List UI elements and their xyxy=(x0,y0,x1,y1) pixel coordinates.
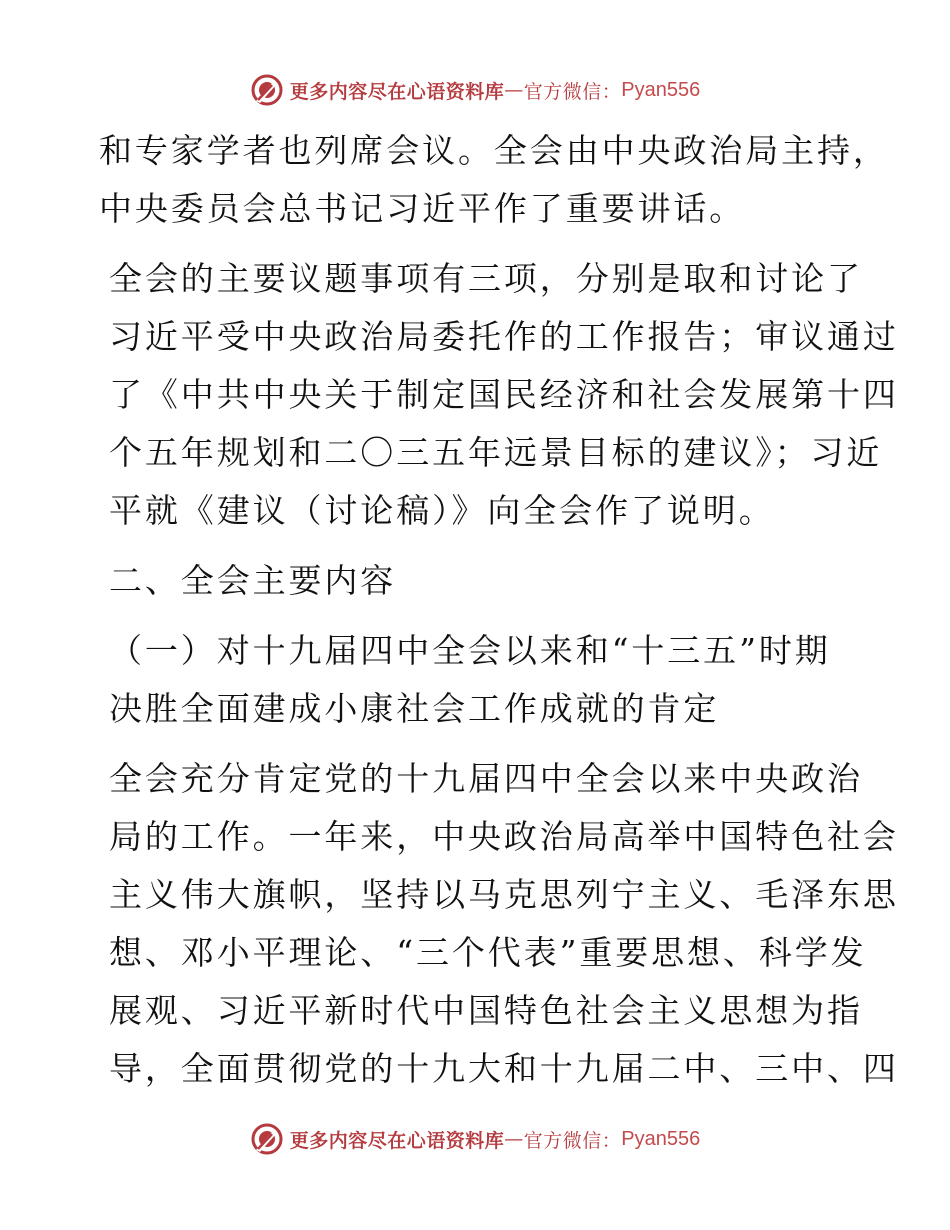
heading-line: 决胜全面建成小康社会工作成就的肯定 xyxy=(109,689,720,728)
banner-dash: — xyxy=(504,79,524,101)
banner-dash: — xyxy=(504,1128,524,1150)
text-line: 平就《建议（讨论稿）》向全会作了说明。 xyxy=(109,491,775,530)
text-line: 全会充分肯定党的十九届四中全会以来中央政治 xyxy=(109,759,863,798)
text-line: 导，全面贯彻党的十九大和十九届二中、三中、四 xyxy=(109,1049,899,1088)
text-line: 展观、习近平新时代中国特色社会主义思想为指 xyxy=(109,991,863,1030)
heading-line: 二、全会主要内容 xyxy=(109,561,397,600)
subsection-heading xyxy=(99,622,859,738)
banner-wechat-id: Pyan556 xyxy=(621,1127,701,1150)
text-line: 习近平受中央政治局委托作的工作报告；审议通过 xyxy=(109,317,899,356)
brand-logo-icon xyxy=(250,1122,284,1156)
heading-line: （一）对十九届四中全会以来和“十三五”时期 xyxy=(109,631,831,670)
text-line: 主义伟大旗帜，坚持以马克思列宁主义、毛泽东思 xyxy=(109,875,899,914)
text-line: 全会的主要议题事项有三项，分别是取和讨论了 xyxy=(109,259,863,298)
banner-text: 更多内容尽在心语资料库 xyxy=(289,1129,505,1152)
watermark-banner-bottom xyxy=(0,1117,950,1161)
paragraph-meeting-attendance xyxy=(99,122,889,238)
text-line: 了《中共中央关于制定国民经济和社会发展第十四 xyxy=(109,375,899,414)
text-line: 中央委员会总书记习近平作了重要讲话。 xyxy=(99,189,746,228)
text-line: 个五年规划和二〇三五年远景目标的建议》；习近 xyxy=(109,433,883,472)
banner-wechat-id: Pyan556 xyxy=(621,78,701,101)
banner-text: 更多内容尽在心语资料库 xyxy=(289,80,505,103)
watermark-banner-top xyxy=(0,68,950,112)
banner-wechat-label: 官方微信： xyxy=(523,1129,622,1152)
section-heading xyxy=(99,552,859,610)
text-line: 和专家学者也列席会议。全会由中央政治局主持， xyxy=(99,131,889,170)
banner-wechat-label: 官方微信： xyxy=(523,80,622,103)
paragraph-achievements xyxy=(99,750,899,1098)
text-line: 局的工作。一年来，中央政治局高举中国特色社会 xyxy=(109,817,899,856)
text-line: 想、邓小平理论、“三个代表”重要思想、科学发 xyxy=(109,933,867,972)
document-body xyxy=(99,122,899,1110)
paragraph-agenda xyxy=(99,250,899,540)
brand-logo-icon xyxy=(250,73,284,107)
